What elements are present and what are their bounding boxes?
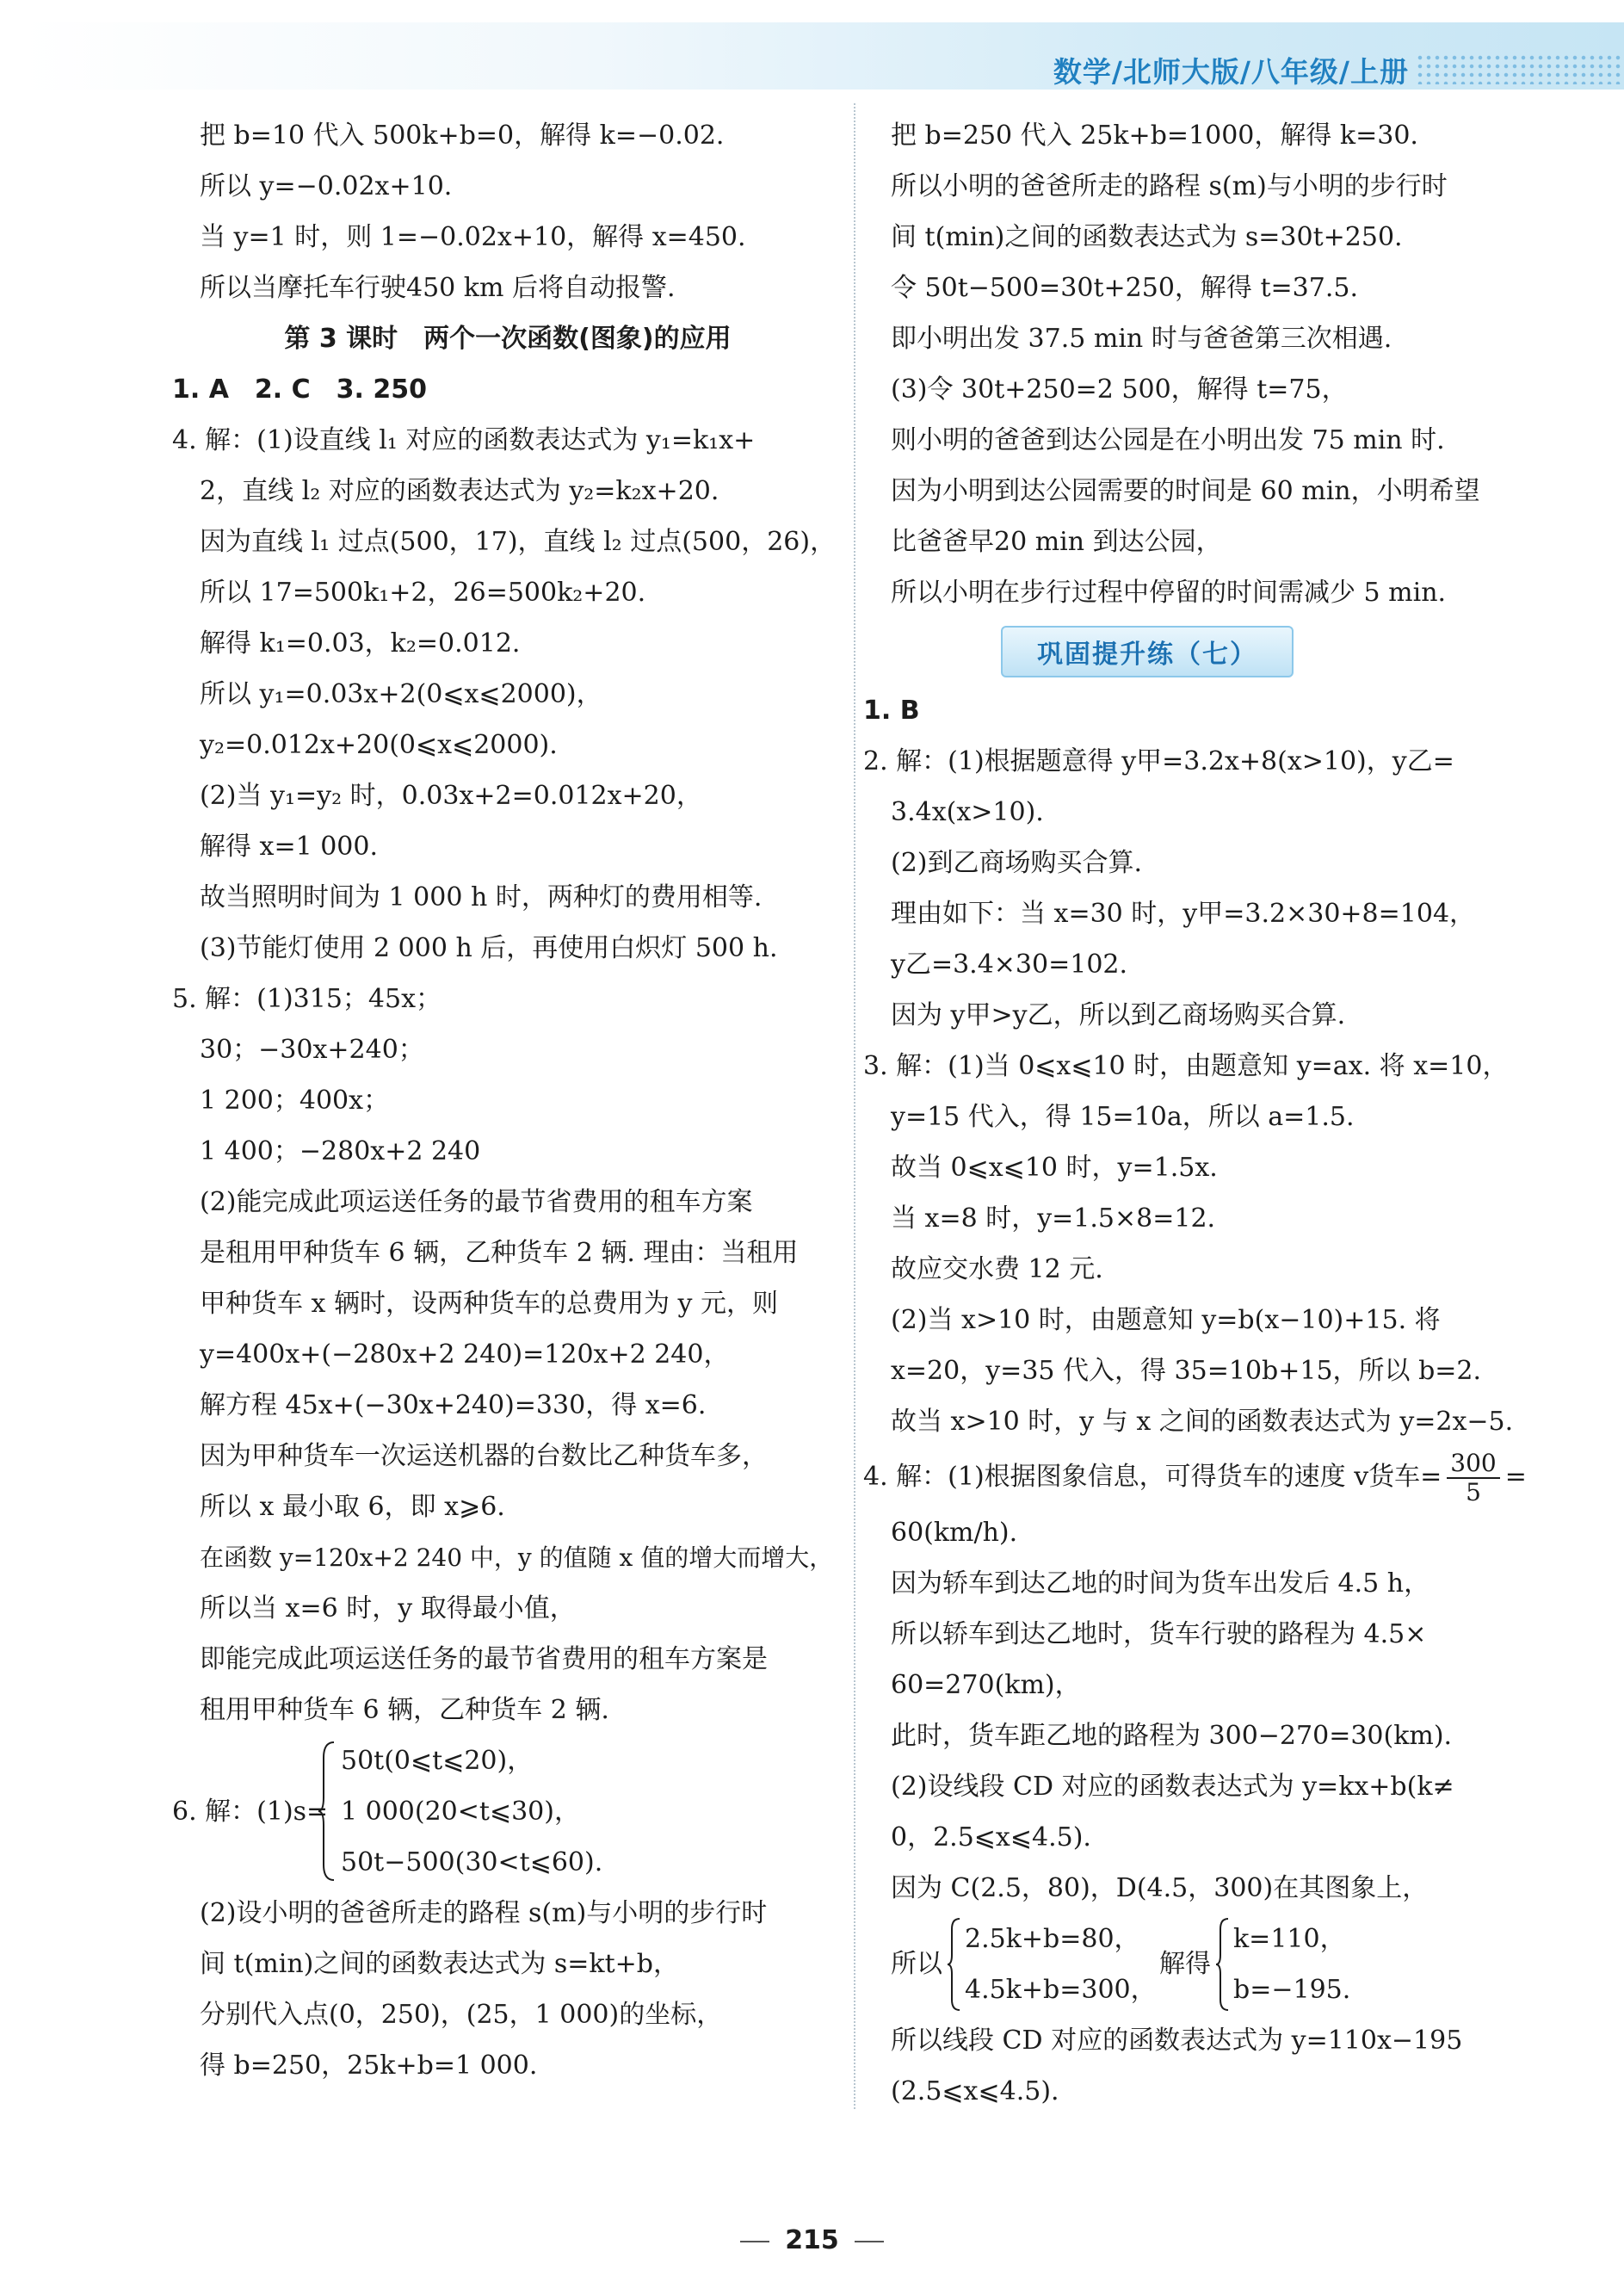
text-line: 当 x=8 时，y=1.5×8=12. bbox=[891, 1203, 1216, 1234]
column-divider bbox=[854, 103, 855, 2109]
system-solution: k=110， bbox=[1233, 1924, 1346, 1954]
text-line: 因为直线 l₁ 过点(500，17)，直线 l₂ 过点(500，26)， bbox=[200, 527, 837, 557]
question-4-line bbox=[863, 1447, 1621, 1507]
piecewise-case: 50t(0⩽t⩽20)， bbox=[341, 1746, 534, 1776]
text-line: 即能完成此项运送任务的最节省费用的租车方案是 bbox=[200, 1644, 768, 1674]
text-line: (2)当 x>10 时，由题意知 y=b(x−10)+15. 将 bbox=[891, 1305, 1441, 1335]
header-dot-pattern bbox=[1416, 53, 1624, 84]
text-line: 理由如下：当 x=30 时，y甲=3.2×30+8=104， bbox=[891, 899, 1476, 929]
section-badge-row bbox=[863, 618, 1621, 685]
question-2-line: 2. 解：(1)根据题意得 y甲=3.2x+8(x>10)，y乙= bbox=[863, 746, 1454, 776]
text-line: 间 t(min)之间的函数表达式为 s=30t+250. bbox=[891, 222, 1403, 252]
piecewise-case: 50t−500(30<t⩽60). bbox=[341, 1847, 603, 1877]
text-line: 1 400；−280x+2 240 bbox=[200, 1136, 481, 1166]
text-line: 当 y=1 时，则 1=−0.02x+10，解得 x=450. bbox=[200, 222, 746, 252]
left-brace bbox=[946, 1917, 963, 2012]
text-line: 故应交水费 12 元. bbox=[891, 1254, 1103, 1284]
text-line: (2.5⩽x⩽4.5). bbox=[891, 2076, 1059, 2106]
question-4-lead: 4. 解：(1)根据图象信息，可得货车的速度 v货车= bbox=[863, 1462, 1442, 1492]
question-6-lead: 6. 解：(1)s= bbox=[172, 1797, 329, 1827]
text-line: 2，直线 l₂ 对应的函数表达式为 y₂=k₂x+20. bbox=[200, 476, 719, 506]
page-number-text: 215 bbox=[785, 2225, 839, 2255]
text-line: 所以 17=500k₁+2，26=500k₂+20. bbox=[200, 578, 646, 608]
text-line: 因为 y甲>y乙，所以到乙商场购买合算. bbox=[891, 1000, 1346, 1030]
text-line: 得 b=250，25k+b=1 000. bbox=[200, 2050, 538, 2081]
question-3-line: 3. 解：(1)当 0⩽x⩽10 时，由题意知 y=ax. 将 x=10， bbox=[863, 1051, 1509, 1081]
text-line: (2)到乙商场购买合算. bbox=[891, 848, 1143, 878]
system-solution: b=−195. bbox=[1233, 1975, 1351, 2005]
text-line: 令 50t−500=30t+250，解得 t=37.5. bbox=[891, 273, 1358, 303]
text-line: 所以当摩托车行驶450 km 后将自动报警. bbox=[200, 273, 676, 303]
dash-decoration bbox=[740, 2241, 769, 2242]
text-line: 因为小明到达公园需要的时间是 60 min，小明希望 bbox=[891, 476, 1480, 506]
text-line: 租用甲种货车 6 辆，乙种货车 2 辆. bbox=[200, 1695, 609, 1725]
page-number bbox=[0, 2225, 1624, 2255]
text-line: y=15 代入，得 15=10a，所以 a=1.5. bbox=[891, 1102, 1355, 1132]
system-lead: 所以 bbox=[891, 1949, 942, 1979]
text-line: (2)设小明的爸爸所走的路程 s(m)与小明的步行时 bbox=[200, 1898, 768, 1928]
fraction-numerator: 300 bbox=[1447, 1450, 1499, 1479]
text-line: 3.4x(x>10). bbox=[891, 797, 1044, 827]
text-line: 解得 x=1 000. bbox=[200, 832, 379, 862]
text-line: 故当 0⩽x⩽10 时，y=1.5x. bbox=[891, 1153, 1218, 1183]
text-line: 故当照明时间为 1 000 h 时，两种灯的费用相等. bbox=[200, 882, 763, 912]
fraction bbox=[1447, 1450, 1499, 1506]
text-line: y₂=0.012x+20(0⩽x⩽2000). bbox=[200, 730, 558, 760]
text-line: 所以小明的爸爸所走的路程 s(m)与小明的步行时 bbox=[891, 171, 1448, 201]
text-line: y=400x+(−280x+2 240)=120x+2 240， bbox=[200, 1339, 730, 1370]
left-brace bbox=[1214, 1917, 1232, 2012]
text-line: 把 b=250 代入 25k+b=1000，解得 k=30. bbox=[891, 121, 1418, 151]
question-5-line: 5. 解：(1)315；45x； bbox=[172, 984, 442, 1014]
right-column bbox=[863, 110, 1621, 2117]
text-line: 因为轿车到达乙地的时间为货车出发后 4.5 h， bbox=[891, 1568, 1430, 1599]
system-mid: 解得 bbox=[1159, 1949, 1211, 1979]
text-line: 1 200；400x； bbox=[200, 1086, 390, 1116]
text-line: 60(km/h). bbox=[891, 1518, 1018, 1548]
text-line: (2)当 y₁=y₂ 时，0.03x+2=0.012x+20， bbox=[200, 781, 702, 811]
text-line: 故当 x>10 时，y 与 x 之间的函数表达式为 y=2x−5. bbox=[891, 1407, 1514, 1437]
piecewise-function bbox=[172, 1735, 843, 1888]
text-line: 解方程 45x+(−30x+240)=330，得 x=6. bbox=[200, 1390, 707, 1420]
equals-sign: = bbox=[1504, 1462, 1527, 1492]
left-column bbox=[172, 110, 843, 2091]
text-line: 60=270(km)， bbox=[891, 1670, 1081, 1700]
text-line: 甲种货车 x 辆时，设两种货车的总费用为 y 元，则 bbox=[200, 1289, 779, 1319]
section-badge: 巩固提升练（七） bbox=[1001, 626, 1294, 677]
header-title: 数学/北师大版/八年级/上册 bbox=[1053, 55, 1409, 89]
text-line: y乙=3.4×30=102. bbox=[891, 949, 1128, 980]
text-line: (2)能完成此项运送任务的最节省费用的租车方案 bbox=[200, 1187, 753, 1217]
system-equation: 2.5k+b=80， bbox=[965, 1924, 1140, 1954]
text-line: 把 b=10 代入 500k+b=0，解得 k=−0.02. bbox=[200, 121, 725, 151]
text-line: 所以线段 CD 对应的函数表达式为 y=110x−195 bbox=[891, 2026, 1463, 2056]
text-line: 所以 y=−0.02x+10. bbox=[200, 171, 453, 201]
text-line: 所以 y₁=0.03x+2(0⩽x⩽2000)， bbox=[200, 679, 602, 709]
dash-decoration bbox=[855, 2241, 884, 2242]
text-line: 即小明出发 37.5 min 时与爸爸第三次相遇. bbox=[891, 324, 1392, 354]
piecewise-case: 1 000(20<t⩽30)， bbox=[341, 1797, 580, 1827]
text-line: 所以 x 最小取 6，即 x⩾6. bbox=[200, 1492, 505, 1522]
answer-line: 1. B bbox=[863, 696, 920, 726]
section-title: 第 3 课时 两个一次函数(图象)的应用 bbox=[284, 324, 732, 354]
fraction-denominator: 5 bbox=[1466, 1478, 1481, 1506]
text-line: 是租用甲种货车 6 辆，乙种货车 2 辆. 理由：当租用 bbox=[200, 1238, 799, 1268]
text-line: 则小明的爸爸到达公园是在小明出发 75 min 时. bbox=[891, 425, 1445, 455]
equation-system bbox=[863, 1914, 1621, 2015]
text-line: 0，2.5⩽x⩽4.5). bbox=[891, 1822, 1091, 1852]
text-line: x=20，y=35 代入，得 35=10b+15，所以 b=2. bbox=[891, 1356, 1482, 1386]
text-line: 解得 k₁=0.03，k₂=0.012. bbox=[200, 628, 521, 659]
text-line: (2)设线段 CD 对应的函数表达式为 y=kx+b(k≠ bbox=[891, 1772, 1454, 1802]
text-line: 所以轿车到达乙地时，货车行驶的路程为 4.5× bbox=[891, 1619, 1427, 1649]
text-line: 30；−30x+240； bbox=[200, 1035, 424, 1065]
text-line: 此时，货车距乙地的路程为 300−270=30(km). bbox=[891, 1721, 1453, 1751]
text-line: (3)令 30t+250=2 500，解得 t=75， bbox=[891, 374, 1348, 405]
text-line: 间 t(min)之间的函数表达式为 s=kt+b， bbox=[200, 1949, 680, 1979]
system-equation: 4.5k+b=300， bbox=[965, 1975, 1157, 2005]
question-4-line: 4. 解：(1)设直线 l₁ 对应的函数表达式为 y₁=k₁x+ bbox=[172, 425, 756, 455]
text-line: 比爸爸早20 min 到达公园， bbox=[891, 527, 1222, 557]
answer-line: 1. A 2. C 3. 250 bbox=[172, 374, 428, 405]
text-line: 在函数 y=120x+2 240 中，y 的值随 x 值的增大而增大， bbox=[200, 1543, 834, 1572]
text-line: 因为甲种货车一次运送机器的台数比乙种货车多， bbox=[200, 1441, 768, 1471]
text-line: 因为 C(2.5，80)，D(4.5，300)在其图象上， bbox=[891, 1873, 1429, 1903]
text-line: 所以当 x=6 时，y 取得最小值， bbox=[200, 1593, 576, 1624]
text-line: 分别代入点(0，250)，(25，1 000)的坐标， bbox=[200, 2000, 723, 2030]
left-brace bbox=[317, 1741, 337, 1883]
text-line: 所以小明在步行过程中停留的时间需减少 5 min. bbox=[891, 578, 1447, 608]
text-line: (3)节能灯使用 2 000 h 后，再使用白炽灯 500 h. bbox=[200, 933, 778, 963]
